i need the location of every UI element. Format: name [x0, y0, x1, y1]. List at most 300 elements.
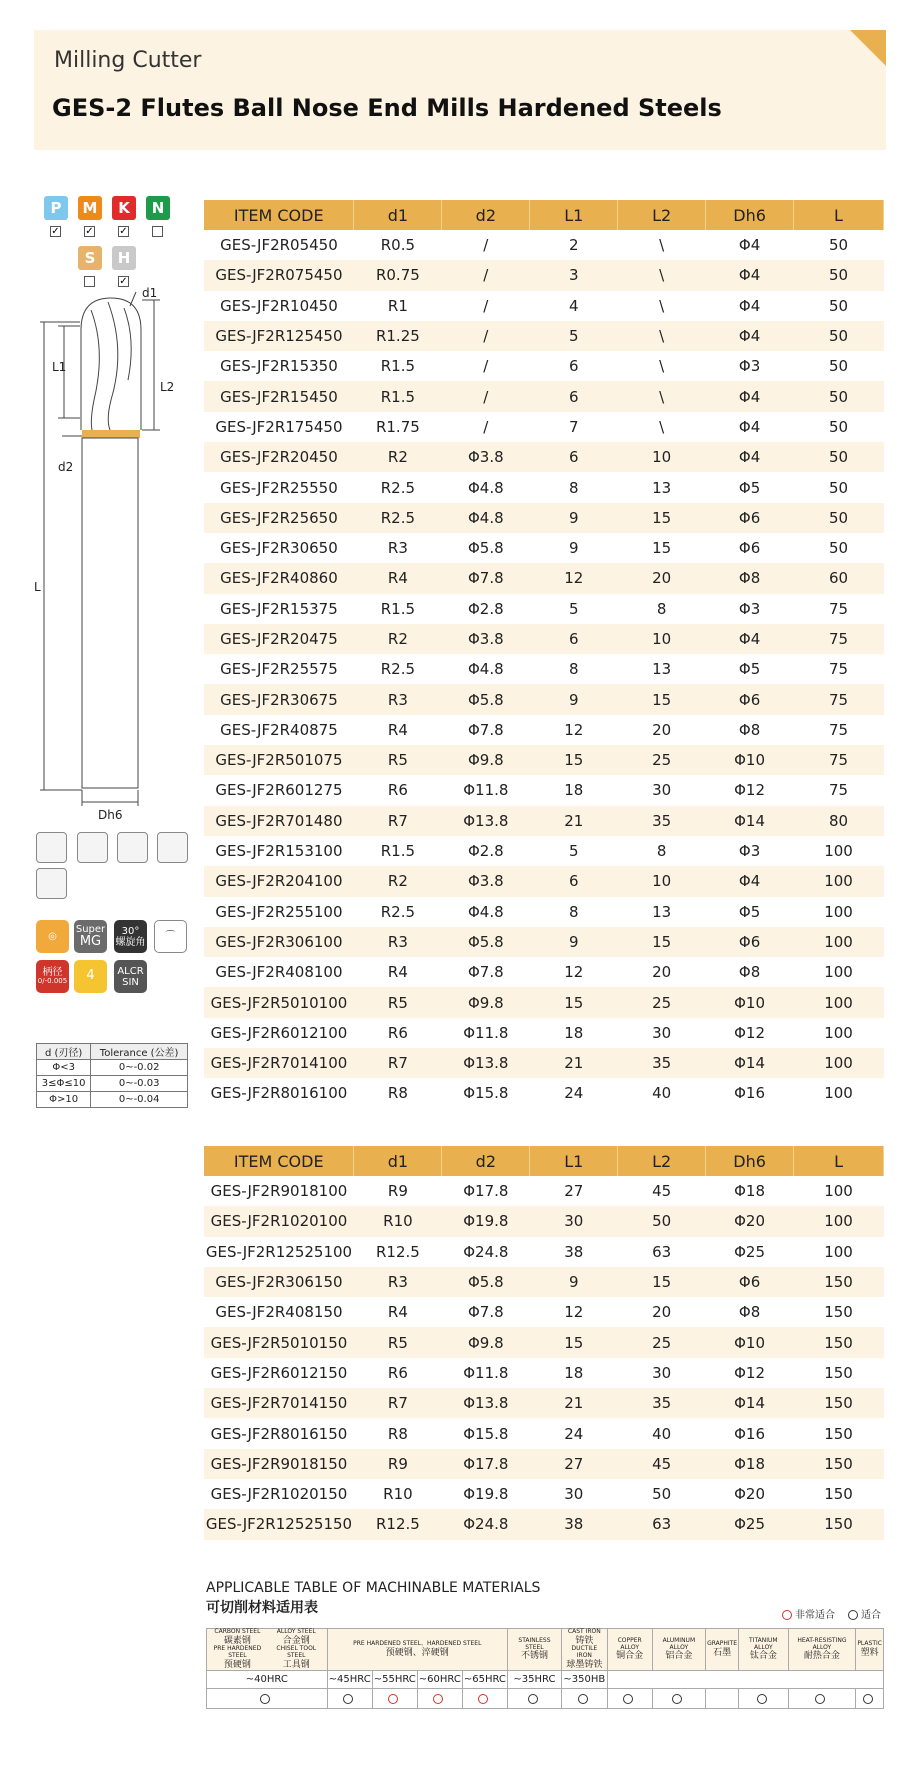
- red-circle-icon: [433, 1694, 443, 1704]
- applicable-title-cn: 可切削材料适用表: [206, 1600, 318, 1616]
- table-cell: Φ4.8: [442, 503, 530, 533]
- table-row: [204, 654, 884, 684]
- table-cell: 15: [530, 987, 618, 1017]
- suitability-cell: [327, 1689, 372, 1709]
- table-cell: 7: [568, 417, 579, 436]
- table-cell: Φ7.8: [468, 1303, 504, 1322]
- hardness-cell-empty: [607, 1671, 883, 1689]
- table-cell: GES-JF2R25575: [220, 660, 338, 679]
- table-cell: 150: [824, 1363, 853, 1382]
- tol-range: Φ<3: [37, 1060, 91, 1076]
- circle-icon: [815, 1694, 825, 1704]
- tool-steel-en: CHISEL TOOL STEEL: [276, 1645, 317, 1660]
- table-cell: Φ10: [706, 1327, 794, 1357]
- table-cell: Φ5: [738, 660, 761, 679]
- table-cell: Φ7.8: [467, 720, 504, 739]
- table-cell: Φ25: [734, 1242, 766, 1261]
- table-cell: 30: [652, 1023, 672, 1042]
- hardness-cell: ~35HRC: [507, 1671, 561, 1689]
- table-cell: 10: [618, 442, 706, 472]
- table-cell: 75: [794, 624, 884, 654]
- table-cell: Φ12: [734, 1363, 766, 1382]
- suitability-cell: [706, 1689, 739, 1709]
- column-header: Dh6: [706, 200, 794, 230]
- table-cell: \: [659, 417, 665, 436]
- aluminum-header: [652, 1629, 705, 1671]
- table-cell: \: [659, 296, 665, 315]
- table-cell: R8: [387, 1424, 408, 1443]
- table-cell: GES-JF2R40860: [204, 563, 354, 593]
- hardened-en: PRE HARDENED STEEL、HARDENED STEEL: [353, 1640, 482, 1648]
- circle-icon: [757, 1694, 767, 1704]
- table-row: [204, 836, 884, 866]
- table-cell: R10: [354, 1206, 442, 1236]
- red-circle-icon: [782, 1610, 792, 1620]
- red-circle-icon: [478, 1694, 488, 1704]
- coating-line1: ALCR: [117, 965, 144, 977]
- table-cell: Φ5.8: [442, 927, 530, 957]
- helix-angle-value: 30°: [121, 925, 140, 937]
- table-cell: 50: [794, 381, 884, 411]
- table-cell: Φ5: [738, 902, 761, 921]
- super-label: Super: [75, 923, 106, 935]
- table-cell: 50: [828, 357, 849, 376]
- table-cell: R6: [387, 1363, 408, 1382]
- applicable-table: [206, 1628, 884, 1709]
- table-cell: 15: [652, 539, 672, 558]
- table-cell: 150: [794, 1509, 884, 1539]
- table-cell: R7: [354, 1388, 442, 1418]
- table-cell: GES-JF2R8016150: [210, 1424, 348, 1443]
- helix-angle-icon: [114, 920, 147, 953]
- table-cell: GES-JF2R601275: [215, 781, 343, 800]
- material-badge-n: N: [146, 196, 170, 220]
- table-cell: 100: [794, 1206, 884, 1236]
- table-cell: GES-JF2R25650: [204, 503, 354, 533]
- circle-icon: [528, 1694, 538, 1704]
- table-cell: Φ14: [706, 1048, 794, 1078]
- table-cell: R1.25: [354, 321, 442, 351]
- table-cell: GES-JF2R306100: [204, 927, 354, 957]
- spec-table-1: [204, 200, 884, 1109]
- graphite-cn: 石墨: [713, 1647, 732, 1658]
- table-cell: GES-JF2R7014150: [204, 1388, 354, 1418]
- hardened-cn: 预硬钢、淬硬钢: [385, 1647, 449, 1658]
- table-cell: Φ14: [706, 806, 794, 836]
- table-cell: Φ6: [706, 927, 794, 957]
- table-cell: 63: [618, 1509, 706, 1539]
- table-row: [204, 381, 884, 411]
- table-cell: 12: [564, 720, 584, 739]
- table-cell: GES-JF2R15450: [204, 381, 354, 411]
- heat-en: HEAT-RESISTING ALLOY: [797, 1636, 847, 1651]
- table-cell: R1: [387, 296, 408, 315]
- stainless-en: STAINLESS STEEL: [518, 1636, 551, 1651]
- slotting-icon: [36, 832, 67, 863]
- table-cell: GES-JF2R1020150: [210, 1485, 348, 1504]
- column-header: ITEM CODE: [204, 200, 354, 230]
- table-cell: GES-JF2R9018100: [210, 1182, 348, 1201]
- table-cell: /: [483, 236, 489, 255]
- table-cell: GES-JF2R25550: [220, 478, 338, 497]
- table-cell: R2: [354, 624, 442, 654]
- table-cell: Φ4: [706, 381, 794, 411]
- table-cell: Φ15.8: [463, 1084, 509, 1103]
- label-Dh6: Dh6: [98, 808, 123, 822]
- legend-suitable: [848, 1606, 881, 1621]
- material-badge-m: M: [78, 196, 102, 220]
- table-cell: Φ4: [706, 260, 794, 290]
- table-cell: R0.75: [354, 260, 442, 290]
- plastic-header: [856, 1629, 884, 1671]
- table-cell: 150: [824, 1424, 853, 1443]
- table-cell: 15: [618, 684, 706, 714]
- table-cell: R1.5: [380, 357, 416, 376]
- table-cell: 100: [824, 1182, 853, 1201]
- table-cell: 6: [530, 624, 618, 654]
- material-checkbox: [152, 226, 163, 237]
- table-cell: 150: [824, 1303, 853, 1322]
- table-cell: R6: [387, 781, 408, 800]
- table-cell: 50: [828, 478, 849, 497]
- circle-icon: [672, 1694, 682, 1704]
- table-cell: 21: [530, 1048, 618, 1078]
- table-row: [204, 1509, 884, 1539]
- table-cell: 9: [530, 503, 618, 533]
- table-cell: 6: [568, 357, 579, 376]
- table-cell: 9: [530, 927, 618, 957]
- corner-decoration: [850, 30, 886, 66]
- table-cell: Φ6: [738, 539, 761, 558]
- table-row: [204, 1048, 884, 1078]
- label-d1: d1: [142, 286, 158, 300]
- table-cell: 150: [824, 1485, 853, 1504]
- table-cell: /: [483, 296, 489, 315]
- table-cell: 35: [618, 1048, 706, 1078]
- table-cell: Φ3.8: [442, 624, 530, 654]
- shank-tolerance-value: 0/-0.005: [37, 977, 68, 986]
- table-cell: 45: [618, 1449, 706, 1479]
- table-cell: Φ18: [734, 1182, 766, 1201]
- table-cell: GES-JF2R408150: [215, 1303, 343, 1322]
- table-cell: 18: [564, 781, 584, 800]
- table-cell: R3: [354, 927, 442, 957]
- circle-icon: [343, 1694, 353, 1704]
- table-row: [204, 684, 884, 714]
- tol-range: Φ>10: [37, 1092, 91, 1108]
- table-row: [204, 806, 884, 836]
- table-cell: Φ7.8: [442, 563, 530, 593]
- table-cell: Φ5.8: [467, 539, 504, 558]
- table-cell: 35: [618, 1388, 706, 1418]
- plastic-cn: 塑料: [860, 1647, 879, 1658]
- table-cell: 100: [824, 1084, 853, 1103]
- carbon-alloy-header: [207, 1629, 328, 1671]
- coating-icon: [114, 960, 147, 993]
- table-cell: 50: [828, 539, 849, 558]
- table-cell: R1.5: [354, 381, 442, 411]
- shank-label: 柄径: [42, 967, 63, 979]
- table-cell: 100: [824, 902, 853, 921]
- hardness-cell: ~65HRC: [462, 1671, 507, 1689]
- tol-header-d: d (刃径): [37, 1044, 91, 1060]
- label-L: L: [34, 580, 41, 594]
- table-cell: \: [618, 321, 706, 351]
- hardness-cell: ~60HRC: [417, 1671, 462, 1689]
- table-cell: \: [618, 381, 706, 411]
- table-row: [204, 1018, 884, 1048]
- table-cell: 15: [618, 503, 706, 533]
- label-L1: L1: [52, 360, 67, 374]
- table-cell: R2: [354, 442, 442, 472]
- table-row: [204, 1237, 884, 1267]
- column-header: L: [794, 200, 884, 230]
- table-cell: 40: [652, 1424, 672, 1443]
- table-cell: 5: [568, 842, 579, 861]
- table-row: [204, 1176, 884, 1206]
- page-subtitle: Milling Cutter: [54, 48, 202, 73]
- table-cell: Φ6: [706, 684, 794, 714]
- table-cell: 20: [652, 720, 672, 739]
- cast-iron-header: [562, 1629, 608, 1671]
- table-cell: Φ12: [734, 1023, 766, 1042]
- side-milling-icon: [77, 832, 108, 863]
- tol-header-tolerance: Tolerance (公差): [91, 1044, 188, 1060]
- graphite-en: GRAPHITE: [707, 1640, 738, 1648]
- table-cell: 8: [568, 660, 579, 679]
- ball-nose-icon: ⌒: [154, 920, 187, 953]
- precision-icon: ◎: [36, 920, 69, 953]
- heat-cn: 耐热合金: [803, 1651, 840, 1662]
- table-cell: R3: [354, 684, 442, 714]
- table-cell: 15: [618, 927, 706, 957]
- table-cell: 21: [530, 1388, 618, 1418]
- table-cell: 150: [794, 1327, 884, 1357]
- table-cell: 20: [618, 563, 706, 593]
- table-cell: Φ4: [738, 417, 761, 436]
- table-cell: 150: [794, 1388, 884, 1418]
- table-cell: GES-JF2R05450: [220, 236, 338, 255]
- table-cell: GES-JF2R12525150: [204, 1509, 354, 1539]
- table-cell: 50: [618, 1206, 706, 1236]
- table-cell: 30: [530, 1206, 618, 1236]
- table-row: [204, 351, 884, 381]
- material-badge-k: K: [112, 196, 136, 220]
- table-cell: Φ3: [738, 599, 761, 618]
- table-cell: 50: [794, 321, 884, 351]
- table-cell: R5: [354, 1327, 442, 1357]
- suitability-cell: [417, 1689, 462, 1709]
- alloy-cn: 合金钢: [282, 1635, 310, 1646]
- table-cell: GES-JF2R255100: [215, 902, 343, 921]
- table-row: [204, 1358, 884, 1388]
- ductile-cn: 球墨铸铁: [566, 1660, 603, 1671]
- table-cell: GES-JF2R15375: [220, 599, 338, 618]
- column-header: d1: [354, 1146, 442, 1176]
- table-cell: GES-JF2R306150: [204, 1267, 354, 1297]
- table-cell: GES-JF2R175450: [215, 417, 343, 436]
- copper-header: [607, 1629, 652, 1671]
- material-checkbox: [84, 276, 95, 287]
- table-cell: 6: [530, 442, 618, 472]
- table-cell: 8: [568, 478, 579, 497]
- table-cell: GES-JF2R701480: [204, 806, 354, 836]
- table-cell: 18: [564, 1023, 584, 1042]
- table-cell: Φ5: [738, 478, 761, 497]
- table-cell: 150: [794, 1449, 884, 1479]
- table-cell: 20: [652, 1303, 672, 1322]
- table-cell: 50: [794, 442, 884, 472]
- table-cell: Φ18: [706, 1449, 794, 1479]
- table-row: [204, 1078, 884, 1108]
- table-cell: Φ3: [738, 842, 761, 861]
- red-circle-icon: [388, 1694, 398, 1704]
- column-header: L2: [618, 200, 706, 230]
- table-cell: R8: [387, 1084, 408, 1103]
- table-cell: 9: [568, 539, 579, 558]
- table-cell: Φ20: [706, 1206, 794, 1236]
- table-cell: 50: [828, 417, 849, 436]
- table-row: [204, 897, 884, 927]
- table-cell: GES-JF2R7014100: [204, 1048, 354, 1078]
- table-cell: GES-JF2R9018150: [204, 1449, 354, 1479]
- table-cell: Φ17.8: [463, 1182, 509, 1201]
- table-cell: GES-JF2R10450: [220, 296, 338, 315]
- table-cell: /: [483, 417, 489, 436]
- table-cell: 50: [828, 296, 849, 315]
- table-cell: Φ13.8: [442, 806, 530, 836]
- table-row: [204, 1449, 884, 1479]
- table-cell: 12: [530, 563, 618, 593]
- table-cell: GES-JF2R075450: [204, 260, 354, 290]
- tol-value: 0~-0.02: [91, 1060, 188, 1076]
- table-cell: GES-JF2R8016100: [210, 1084, 348, 1103]
- table-cell: Φ4: [738, 296, 761, 315]
- hardness-row: [207, 1671, 884, 1689]
- tolerance-table: [36, 1043, 188, 1108]
- table-cell: Φ10: [706, 987, 794, 1017]
- table-cell: R1.5: [380, 599, 416, 618]
- carbon-en: CARBON STEEL: [214, 1628, 261, 1635]
- suitability-cell: [562, 1689, 608, 1709]
- titanium-header: [739, 1629, 788, 1671]
- table-cell: 24: [564, 1424, 584, 1443]
- table-cell: Φ4.8: [467, 478, 504, 497]
- table-cell: Φ15.8: [463, 1424, 509, 1443]
- table-cell: Φ14: [706, 1388, 794, 1418]
- table-cell: 5: [530, 321, 618, 351]
- table-cell: 5: [568, 599, 579, 618]
- table-cell: R5: [354, 745, 442, 775]
- material-badge-p: P: [44, 196, 68, 220]
- super-mg-icon: [74, 920, 107, 953]
- table-cell: Φ11.8: [463, 1363, 509, 1382]
- hardness-cell: ~350HB: [562, 1671, 608, 1689]
- stainless-cn: 不锈钢: [520, 1651, 548, 1662]
- table-cell: GES-JF2R40875: [220, 720, 338, 739]
- table-cell: 24: [564, 1084, 584, 1103]
- tol-range: 3≤Φ≤10: [37, 1076, 91, 1092]
- table-cell: GES-JF2R20450: [204, 442, 354, 472]
- table-cell: R1.75: [375, 417, 420, 436]
- table-cell: 100: [824, 1242, 853, 1261]
- table-cell: Φ2.8: [467, 842, 504, 861]
- flute-count: 4: [86, 968, 95, 984]
- material-badge-s: S: [78, 246, 102, 270]
- table-cell: 9: [530, 1267, 618, 1297]
- table-cell: 38: [564, 1242, 584, 1261]
- suitability-cell: [607, 1689, 652, 1709]
- table-cell: 27: [530, 1449, 618, 1479]
- shank-tolerance-icon: [36, 960, 69, 993]
- circle-icon: [863, 1694, 873, 1704]
- table-cell: Φ6: [706, 503, 794, 533]
- circle-icon: [260, 1694, 270, 1704]
- aluminum-cn: 铝合金: [665, 1651, 693, 1662]
- table-row: [204, 533, 884, 563]
- circle-icon: [578, 1694, 588, 1704]
- table-cell: 12: [564, 1303, 584, 1322]
- table-row: [204, 1327, 884, 1357]
- suitability-cell: [739, 1689, 788, 1709]
- table-cell: Φ4: [706, 624, 794, 654]
- table-cell: R5: [354, 987, 442, 1017]
- table-cell: \: [659, 357, 665, 376]
- table-cell: 20: [652, 963, 672, 982]
- table-cell: Φ2.8: [467, 599, 504, 618]
- table-cell: 75: [828, 781, 849, 800]
- label-d2: d2: [58, 460, 74, 474]
- table-cell: 45: [652, 1182, 672, 1201]
- table-cell: Φ8: [738, 1303, 761, 1322]
- table-cell: 100: [794, 927, 884, 957]
- hardness-cell: ~55HRC: [372, 1671, 417, 1689]
- ductile-en: DUCTILE IRON: [571, 1645, 598, 1660]
- table-cell: GES-JF2R30650: [220, 539, 338, 558]
- table-cell: R4: [387, 1303, 408, 1322]
- alloy-en: ALLOY STEEL: [276, 1628, 316, 1635]
- hardness-cell: ~40HRC: [207, 1671, 328, 1689]
- table-cell: 13: [652, 478, 672, 497]
- table-row: [204, 1206, 884, 1236]
- table-cell: R2.5: [380, 902, 416, 921]
- table-cell: 75: [794, 684, 884, 714]
- table-cell: 30: [564, 1485, 584, 1504]
- table-cell: GES-JF2R20475: [204, 624, 354, 654]
- table-cell: 75: [828, 599, 849, 618]
- suitability-cell: [788, 1689, 856, 1709]
- table-cell: 63: [652, 1242, 672, 1261]
- table-cell: /: [442, 260, 530, 290]
- plunging-icon: [36, 868, 67, 899]
- table-cell: 13: [652, 902, 672, 921]
- table-row: [204, 715, 884, 745]
- graphite-header: [706, 1629, 739, 1671]
- table-cell: 40: [652, 1084, 672, 1103]
- suitability-cell: [372, 1689, 417, 1709]
- table-cell: 50: [794, 260, 884, 290]
- table-cell: R12.5: [354, 1509, 442, 1539]
- table-cell: Φ11.8: [463, 781, 509, 800]
- table-cell: R4: [354, 563, 442, 593]
- table-cell: 10: [618, 624, 706, 654]
- titanium-en: TITANIUM ALLOY: [749, 1636, 778, 1651]
- table-row: [204, 745, 884, 775]
- table-cell: 21: [530, 806, 618, 836]
- material-checkbox: ✓: [119, 226, 128, 237]
- table-cell: 25: [618, 1327, 706, 1357]
- table-cell: Φ5.8: [442, 1267, 530, 1297]
